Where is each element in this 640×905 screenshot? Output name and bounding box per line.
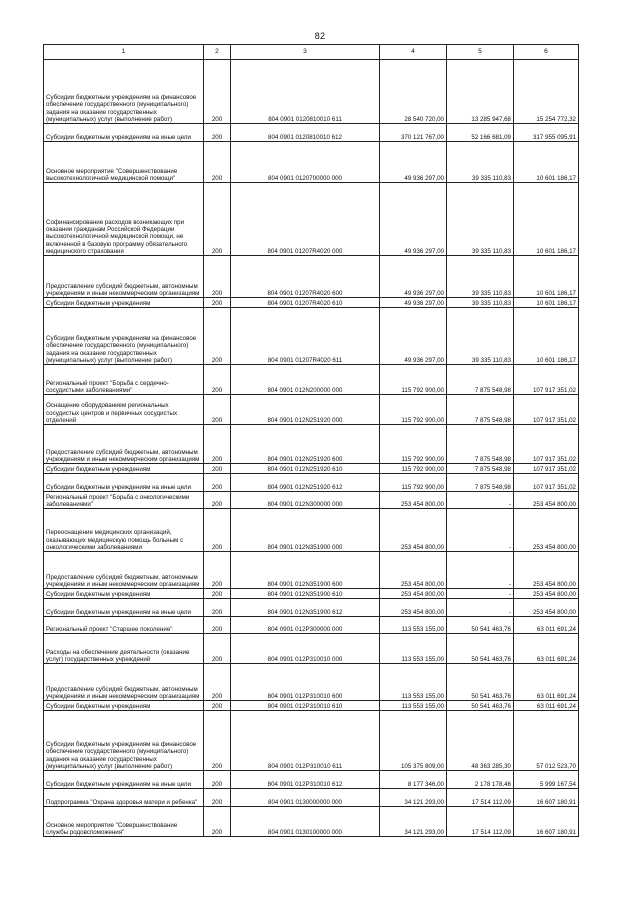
row-remaining-amount-cell: 107 917 351,02 xyxy=(514,365,579,395)
page-number: 82 xyxy=(314,31,326,41)
row-remaining-amount-cell: 63 011 691,24 xyxy=(514,664,579,701)
row-approved-amount-cell: 105 375 809,00 xyxy=(380,711,447,771)
row-admin-code-cell: 200 xyxy=(204,183,231,256)
row-budget-code-cell: 804 0901 012N251920 612 xyxy=(231,474,380,492)
row-name-cell: Субсидии бюджетным учреждениям xyxy=(44,589,204,599)
row-remaining-amount-cell: 63 011 691,24 xyxy=(514,634,579,664)
row-name-cell: Субсидии бюджетным учреждениям на иные цели xyxy=(44,599,204,617)
row-budget-code-cell: 804 0901 0120810010 611 xyxy=(231,60,380,124)
column-header-5: 5 xyxy=(447,45,514,60)
table-row xyxy=(44,509,579,552)
row-approved-amount-cell: 49 936 297,00 xyxy=(380,142,447,183)
row-name-cell: Субсидии бюджетным учреждениям xyxy=(44,298,204,308)
row-remaining-amount-cell: 10 601 186,17 xyxy=(514,183,579,256)
row-name-cell: Софинансирование расходов возникающих при оказании гражданам Российской Федерации высокотехнологичной медицинской помощи, не включенной в базовую программу обязательного медицинского страхования xyxy=(44,183,204,256)
row-approved-amount-cell: 115 792 900,00 xyxy=(380,474,447,492)
row-approved-amount-cell: 253 454 800,00 xyxy=(380,509,447,552)
row-name-cell: Основное мероприятие "Совершенствование службы родовспоможения" xyxy=(44,807,204,837)
row-budget-code-cell: 804 0901 012P310010 612 xyxy=(231,771,380,789)
table-row xyxy=(44,789,579,807)
row-remaining-amount-cell: 5 999 167,54 xyxy=(514,771,579,789)
row-admin-code-cell: 200 xyxy=(204,474,231,492)
row-remaining-amount-cell: 10 601 186,17 xyxy=(514,142,579,183)
row-remaining-amount-cell: 10 601 186,17 xyxy=(514,256,579,298)
row-remaining-amount-cell: 16 607 180,91 xyxy=(514,807,579,837)
row-admin-code-cell: 200 xyxy=(204,142,231,183)
table-row xyxy=(44,425,579,464)
row-admin-code-cell: 200 xyxy=(204,124,231,142)
row-budget-code-cell: 804 0901 012N351900 000 xyxy=(231,509,380,552)
table-row xyxy=(44,701,579,711)
row-budget-code-cell: 804 0901 01207R4020 611 xyxy=(231,308,380,365)
table-row xyxy=(44,771,579,789)
table-row xyxy=(44,298,579,308)
row-budget-code-cell: 804 0901 012N351900 600 xyxy=(231,552,380,589)
row-name-cell: Субсидии бюджетным учреждениям на финансовое обеспечение государственного (муниципального) задания на оказание государственных (муниципальных) услуг (выполнение работ) xyxy=(44,308,204,365)
row-budget-code-cell: 804 0901 012N251920 610 xyxy=(231,464,380,474)
row-approved-amount-cell: 370 121 767,00 xyxy=(380,124,447,142)
row-remaining-amount-cell: 63 011 691,24 xyxy=(514,617,579,634)
row-approved-amount-cell: 113 553 155,00 xyxy=(380,634,447,664)
row-executed-amount-cell: - xyxy=(447,552,514,589)
row-executed-amount-cell: 7 875 548,98 xyxy=(447,365,514,395)
row-admin-code-cell: 200 xyxy=(204,599,231,617)
row-admin-code-cell: 200 xyxy=(204,664,231,701)
row-approved-amount-cell: 115 792 900,00 xyxy=(380,365,447,395)
row-budget-code-cell: 804 0901 012N251920 000 xyxy=(231,395,380,425)
row-executed-amount-cell: - xyxy=(447,599,514,617)
row-approved-amount-cell: 115 792 900,00 xyxy=(380,395,447,425)
row-admin-code-cell: 200 xyxy=(204,298,231,308)
row-approved-amount-cell: 115 792 900,00 xyxy=(380,464,447,474)
table-row xyxy=(44,183,579,256)
row-executed-amount-cell: 50 541 463,76 xyxy=(447,701,514,711)
row-admin-code-cell: 200 xyxy=(204,492,231,509)
row-remaining-amount-cell: 57 012 523,70 xyxy=(514,711,579,771)
row-admin-code-cell: 200 xyxy=(204,395,231,425)
row-name-cell: Основное мероприятие "Совершенствование высокотехнологичной медицинской помощи" xyxy=(44,142,204,183)
row-admin-code-cell: 200 xyxy=(204,634,231,664)
column-header-4: 4 xyxy=(380,45,447,60)
row-approved-amount-cell: 113 553 155,00 xyxy=(380,617,447,634)
row-name-cell: Подпрограмма "Охрана здоровья матери и ребенка" xyxy=(44,789,204,807)
row-approved-amount-cell: 34 121 293,00 xyxy=(380,789,447,807)
row-admin-code-cell: 200 xyxy=(204,589,231,599)
row-remaining-amount-cell: 253 454 800,00 xyxy=(514,509,579,552)
row-approved-amount-cell: 253 454 800,00 xyxy=(380,552,447,589)
table-row xyxy=(44,124,579,142)
row-remaining-amount-cell: 317 955 095,91 xyxy=(514,124,579,142)
row-executed-amount-cell: 48 363 285,30 xyxy=(447,711,514,771)
row-budget-code-cell: 804 0901 012P310010 611 xyxy=(231,711,380,771)
table-row xyxy=(44,474,579,492)
row-remaining-amount-cell: 107 917 351,02 xyxy=(514,474,579,492)
row-budget-code-cell: 804 0901 012N351900 610 xyxy=(231,589,380,599)
row-admin-code-cell: 200 xyxy=(204,789,231,807)
row-admin-code-cell: 200 xyxy=(204,552,231,589)
row-name-cell: Субсидии бюджетным учреждениям на финансовое обеспечение государственного (муниципального) задания на оказание государственных (муниципальных) услуг (выполнение работ) xyxy=(44,711,204,771)
row-remaining-amount-cell: 253 454 800,00 xyxy=(514,599,579,617)
row-budget-code-cell: 804 0901 012P300000 000 xyxy=(231,617,380,634)
row-budget-code-cell: 804 0901 012P310010 610 xyxy=(231,701,380,711)
row-name-cell: Оснащение оборудованием региональных сосудистых центров и первичных сосудистых отделений xyxy=(44,395,204,425)
row-approved-amount-cell: 49 936 297,00 xyxy=(380,308,447,365)
row-approved-amount-cell: 115 792 900,00 xyxy=(380,425,447,464)
table-row xyxy=(44,807,579,837)
row-admin-code-cell: 200 xyxy=(204,617,231,634)
row-name-cell: Предоставление субсидий бюджетным, автономным учреждениям и иным некоммерческим организациям xyxy=(44,552,204,589)
row-budget-code-cell: 804 0901 0130000000 000 xyxy=(231,789,380,807)
row-name-cell: Субсидии бюджетным учреждениям xyxy=(44,701,204,711)
row-budget-code-cell: 804 0901 012N351900 612 xyxy=(231,599,380,617)
row-budget-code-cell: 804 0901 01207R4020 600 xyxy=(231,256,380,298)
table-row xyxy=(44,634,579,664)
row-approved-amount-cell: 253 454 800,00 xyxy=(380,599,447,617)
row-budget-code-cell: 804 0901 0130100000 000 xyxy=(231,807,380,837)
row-budget-code-cell: 804 0901 012P310010 600 xyxy=(231,664,380,701)
row-remaining-amount-cell: 253 454 800,00 xyxy=(514,552,579,589)
row-executed-amount-cell: 50 541 463,76 xyxy=(447,664,514,701)
row-executed-amount-cell: 39 335 110,83 xyxy=(447,308,514,365)
column-header-6: 6 xyxy=(514,45,579,60)
row-executed-amount-cell: 52 166 681,09 xyxy=(447,124,514,142)
row-name-cell: Переоснащение медицинских организаций, оказывающих медицинскую помощь больным с онкологическими заболеваниями xyxy=(44,509,204,552)
row-remaining-amount-cell: 10 601 186,17 xyxy=(514,308,579,365)
table-row xyxy=(44,365,579,395)
row-executed-amount-cell: 13 285 947,68 xyxy=(447,60,514,124)
row-name-cell: Предоставление субсидий бюджетным, автономным учреждениям и иным некоммерческим организациям xyxy=(44,256,204,298)
row-remaining-amount-cell: 16 607 180,91 xyxy=(514,789,579,807)
row-admin-code-cell: 200 xyxy=(204,807,231,837)
row-executed-amount-cell: 39 335 110,83 xyxy=(447,256,514,298)
table-row xyxy=(44,256,579,298)
column-header-1: 1 xyxy=(44,45,204,60)
row-name-cell: Региональный проект "Борьба с онкологическими заболеваниями" xyxy=(44,492,204,509)
row-budget-code-cell: 804 0901 0120700000 000 xyxy=(231,142,380,183)
table-row xyxy=(44,395,579,425)
table-row xyxy=(44,492,579,509)
table-row xyxy=(44,599,579,617)
row-approved-amount-cell: 8 177 346,00 xyxy=(380,771,447,789)
row-admin-code-cell: 200 xyxy=(204,365,231,395)
row-approved-amount-cell: 34 121 293,00 xyxy=(380,807,447,837)
row-name-cell: Предоставление субсидий бюджетным, автономным учреждениям и иным некоммерческим организациям xyxy=(44,425,204,464)
table-body xyxy=(44,60,579,837)
row-executed-amount-cell: 50 541 463,76 xyxy=(447,634,514,664)
row-executed-amount-cell: 50 541 463,76 xyxy=(447,617,514,634)
table-header-row xyxy=(44,45,579,60)
row-budget-code-cell: 804 0901 012P310010 000 xyxy=(231,634,380,664)
budget-table xyxy=(43,44,579,837)
row-executed-amount-cell: 39 335 110,83 xyxy=(447,298,514,308)
row-remaining-amount-cell: 107 917 351,02 xyxy=(514,395,579,425)
row-name-cell: Региональный проект "Старшее поколение" xyxy=(44,617,204,634)
row-approved-amount-cell: 49 936 297,00 xyxy=(380,298,447,308)
row-admin-code-cell: 200 xyxy=(204,701,231,711)
row-executed-amount-cell: - xyxy=(447,492,514,509)
row-remaining-amount-cell: 253 454 800,00 xyxy=(514,589,579,599)
row-executed-amount-cell: 2 178 178,46 xyxy=(447,771,514,789)
table-row xyxy=(44,664,579,701)
table-row xyxy=(44,711,579,771)
table-row xyxy=(44,617,579,634)
table-row xyxy=(44,464,579,474)
table-row xyxy=(44,308,579,365)
row-executed-amount-cell: - xyxy=(447,589,514,599)
row-approved-amount-cell: 28 540 720,00 xyxy=(380,60,447,124)
row-approved-amount-cell: 253 454 800,00 xyxy=(380,589,447,599)
row-budget-code-cell: 804 0901 01207R4020 610 xyxy=(231,298,380,308)
row-name-cell: Субсидии бюджетным учреждениям xyxy=(44,464,204,474)
row-executed-amount-cell: 7 875 548,98 xyxy=(447,395,514,425)
row-executed-amount-cell: - xyxy=(447,509,514,552)
row-name-cell: Субсидии бюджетным учреждениям на иные цели xyxy=(44,474,204,492)
row-remaining-amount-cell: 10 601 186,17 xyxy=(514,298,579,308)
row-admin-code-cell: 200 xyxy=(204,711,231,771)
row-approved-amount-cell: 253 454 800,00 xyxy=(380,492,447,509)
row-name-cell: Субсидии бюджетным учреждениям на иные цели xyxy=(44,124,204,142)
row-admin-code-cell: 200 xyxy=(204,464,231,474)
row-admin-code-cell: 200 xyxy=(204,425,231,464)
table-row xyxy=(44,552,579,589)
table-row xyxy=(44,589,579,599)
row-remaining-amount-cell: 15 254 772,32 xyxy=(514,60,579,124)
row-executed-amount-cell: 7 875 548,98 xyxy=(447,425,514,464)
row-budget-code-cell: 804 0901 0120810010 612 xyxy=(231,124,380,142)
row-executed-amount-cell: 7 875 548,98 xyxy=(447,474,514,492)
row-executed-amount-cell: 17 514 112,09 xyxy=(447,807,514,837)
row-budget-code-cell: 804 0901 01207R4020 000 xyxy=(231,183,380,256)
row-remaining-amount-cell: 107 917 351,02 xyxy=(514,425,579,464)
row-remaining-amount-cell: 107 917 351,02 xyxy=(514,464,579,474)
row-name-cell: Предоставление субсидий бюджетным, автономным учреждениям и иным некоммерческим организациям xyxy=(44,664,204,701)
column-header-2: 2 xyxy=(204,45,231,60)
row-admin-code-cell: 200 xyxy=(204,256,231,298)
row-approved-amount-cell: 113 553 155,00 xyxy=(380,664,447,701)
row-name-cell: Субсидии бюджетным учреждениям на иные цели xyxy=(44,771,204,789)
row-approved-amount-cell: 49 936 297,00 xyxy=(380,183,447,256)
row-admin-code-cell: 200 xyxy=(204,509,231,552)
row-executed-amount-cell: 39 335 110,83 xyxy=(447,142,514,183)
row-executed-amount-cell: 17 514 112,09 xyxy=(447,789,514,807)
row-approved-amount-cell: 49 936 297,00 xyxy=(380,256,447,298)
row-name-cell: Региональный проект "Борьба с сердечно-сосудистыми заболеваниями" xyxy=(44,365,204,395)
row-remaining-amount-cell: 253 454 800,00 xyxy=(514,492,579,509)
row-executed-amount-cell: 39 335 110,83 xyxy=(447,183,514,256)
table-row xyxy=(44,142,579,183)
row-remaining-amount-cell: 63 011 691,24 xyxy=(514,701,579,711)
row-admin-code-cell: 200 xyxy=(204,60,231,124)
row-admin-code-cell: 200 xyxy=(204,308,231,365)
column-header-3: 3 xyxy=(231,45,380,60)
row-budget-code-cell: 804 0901 012N200000 000 xyxy=(231,365,380,395)
row-executed-amount-cell: 7 875 548,98 xyxy=(447,464,514,474)
row-budget-code-cell: 804 0901 012N251920 600 xyxy=(231,425,380,464)
table-row xyxy=(44,60,579,124)
row-name-cell: Расходы на обеспечение деятельности (оказание услуг) государственных учреждений xyxy=(44,634,204,664)
row-name-cell: Субсидии бюджетным учреждениям на финансовое обеспечение государственного (муниципального) задания на оказание государственных (муниципальных) услуг (выполнение работ) xyxy=(44,60,204,124)
row-budget-code-cell: 804 0901 012N300000 000 xyxy=(231,492,380,509)
row-admin-code-cell: 200 xyxy=(204,771,231,789)
row-approved-amount-cell: 113 553 155,00 xyxy=(380,701,447,711)
